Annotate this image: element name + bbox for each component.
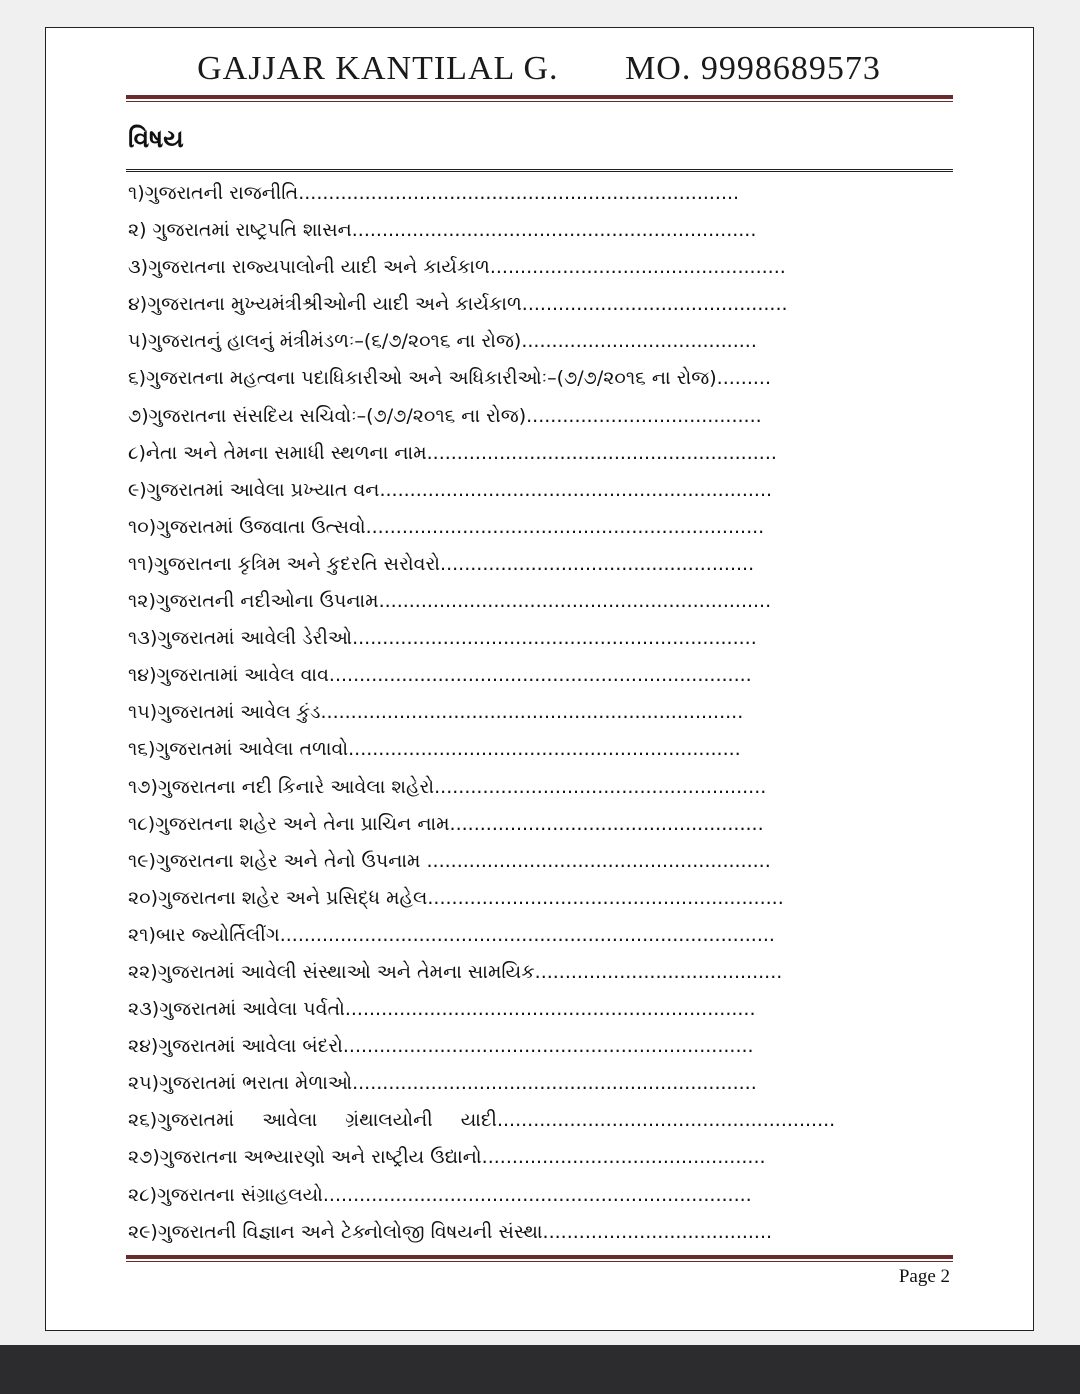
- toc-item: ૧૧)ગુજરાતના કૃત્રિમ અને કુદરતિ સરોવરો....................................................: [128, 552, 755, 575]
- toc-item: ૯)ગુજરાતમાં આવેલા પ્રખ્યાત વન.................................................................: [128, 478, 773, 501]
- toc-item: ૨૪)ગુજરાતમાં આવેલા બંદરો....................................................................: [128, 1035, 754, 1058]
- toc-item: ૨૩)ગુજરાતમાં આવેલા પર્વતો....................................................................: [128, 998, 756, 1021]
- header-title: [125, 50, 953, 88]
- toc-item: ૪)ગુજરાતના મુખ્યમંત્રીશ્રીઓની યાદી અને કાર્યકાળ............................................: [128, 293, 788, 316]
- toc-item: ૧)ગુજરાતની રાજનીતિ.........................................................................: [128, 182, 740, 204]
- toc-item: ૨૨)ગુજરાતમાં આવેલી સંસ્થાઓ અને તેમના સામયિક.........................................: [128, 960, 783, 983]
- toc-item: ૬)ગુજરાતના મહત્વના પદાધિકારીઓ અને અધિકારીઓઃ–(૭/૭/૨૦૧૬ ના રોજ).........: [128, 367, 772, 390]
- toc-item: ૧૫)ગુજરાતમાં આવેલ કુંડ......................................................................: [128, 701, 744, 724]
- toc-item: ૨૮)ગુજરાતના સંગ્રાહલયો.......................................................................: [128, 1183, 752, 1206]
- toc-item: ૨૧)બાર જ્યોર્તિલીંગ..................................................................................: [128, 923, 775, 946]
- footer-rule: [126, 1255, 953, 1262]
- page-number: Page 2: [898, 1266, 950, 1287]
- toc-item: ૭)ગુજરાતના સંસદિય સચિવોઃ–(૭/૭/૨૦૧૬ ના રોજ).......................................: [128, 404, 762, 427]
- toc-item: ૨૫)ગુજરાતમાં ભરાતા મેળાઓ...................................................................: [128, 1072, 757, 1095]
- toc-item: ૨૬)ગુજરાતમાં આવેલા ગ્રંથાલયોની યાદી........................................................: [128, 1109, 836, 1132]
- toc-item: ૧૨)ગુજરાતની નદીઓના ઉપનામ.................................................................: [128, 590, 772, 613]
- heading-underline: [126, 169, 953, 173]
- header-rule: [126, 95, 953, 102]
- toc-item: ૧૯)ગુજરાતના શહેર અને તેનો ઉપનામ .........................................................: [128, 849, 771, 872]
- section-heading: વિષય: [128, 124, 184, 153]
- phone-number: MO. 9998689573: [625, 50, 881, 87]
- toc-item: ૧૮)ગુજરાતના શહેર અને તેના પ્રાચિન નામ....................................................: [128, 812, 764, 835]
- toc-item: ૧૪)ગુજરાતામાં આવેલ વાવ......................................................................: [128, 664, 752, 687]
- toc-item: ૧૦)ગુજરાતમાં ઉજવાતા ઉત્સવો..................................................................: [128, 515, 765, 538]
- toc-item: ૨૭)ગુજરાતના અભ્યારણો અને રાષ્ટ્રીય ઉદ્યાનો...............................................: [128, 1146, 766, 1169]
- toc-item: ૨) ગુજરાતમાં રાષ્ટ્રપતિ શાસન...................................................................: [128, 219, 757, 242]
- author-name: GAJJAR KANTILAL G.: [197, 50, 559, 87]
- toc-item: ૩)ગુજરાતના રાજ્યપાલોની યાદી અને કાર્યકાળ.................................................: [128, 256, 786, 279]
- toc-item: ૧૩)ગુજરાતમાં આવેલી ડેરીઓ...................................................................: [128, 627, 757, 650]
- toc-item: ૧૭)ગુજરાતના નદી કિનારે આવેલા શહેરો.......................................................: [128, 775, 767, 798]
- viewer-bottom-bar: [0, 1345, 1080, 1394]
- toc-item: ૫)ગુજરાતનું હાલનું મંત્રીમંડળઃ–(૬/૭/૨૦૧૬ ના રોજ).......................................: [128, 330, 757, 353]
- table-of-contents: [128, 178, 958, 1254]
- toc-item: ૮)નેતા અને તેમના સમાધી સ્થળના નામ..........................................................: [128, 441, 777, 464]
- toc-item: ૨૦)ગુજરાતના શહેર અને પ્રસિદ્ધ મહેલ...........................................................: [128, 886, 784, 909]
- toc-item: ૧૬)ગુજરાતમાં આવેલા તળાવો.................................................................: [128, 738, 741, 761]
- toc-item: ૨૯)ગુજરાતની વિજ્ઞાન અને ટેક્નોલોજી વિષયની સંસ્થા......................................: [128, 1220, 773, 1243]
